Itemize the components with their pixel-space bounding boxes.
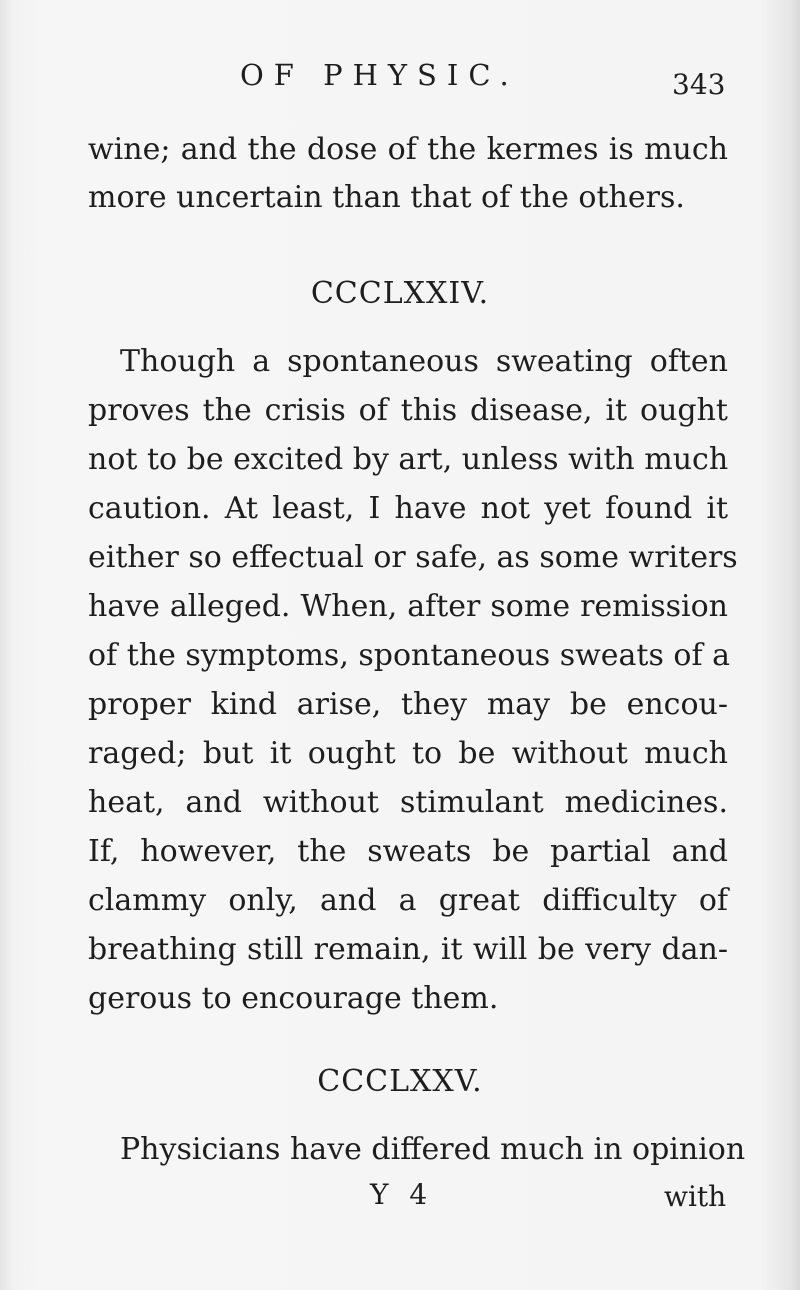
- section-heading: CCCLXXV.: [317, 1064, 483, 1099]
- show-through-text: [110, 240, 120, 275]
- text-line: proves the crisis of this disease, it ought: [88, 393, 728, 428]
- catchword: with: [664, 1180, 727, 1213]
- text-line: caution. At least, I have not yet found it: [88, 491, 728, 526]
- text-line: more uncertain than that of the others.: [88, 180, 685, 215]
- section-heading: CCCLXXIV.: [310, 276, 490, 311]
- text-line: clammy only, and a great difficulty of: [88, 883, 728, 918]
- text-line: proper kind arise, they may be encou-: [88, 687, 728, 722]
- text-line: breathing still remain, it will be very dan-: [88, 932, 728, 967]
- text-line: wine; and the dose of the kermes is much: [88, 132, 728, 167]
- text-line: gerous to encourage them.: [88, 981, 499, 1016]
- text-line: either so effectual or safe, as some writers: [88, 540, 738, 575]
- text-line: Physicians have differed much in opinion: [120, 1132, 746, 1167]
- page-number: 343: [672, 68, 726, 101]
- text-line: If, however, the sweats be partial and: [88, 834, 728, 869]
- text-line: Though a spontaneous sweating often: [120, 344, 728, 379]
- running-head: OF PHYSIC.: [240, 58, 519, 92]
- text-line: of the symptoms, spontaneous sweats of a: [88, 638, 730, 673]
- text-line: not to be excited by art, unless with much: [88, 442, 729, 477]
- text-line: raged; but it ought to be without much: [88, 736, 728, 771]
- text-line: heat, and without stimulant medicines.: [88, 785, 728, 820]
- signature-mark: Y 4: [370, 1178, 434, 1211]
- text-line: have alleged. When, after some remission: [88, 589, 728, 624]
